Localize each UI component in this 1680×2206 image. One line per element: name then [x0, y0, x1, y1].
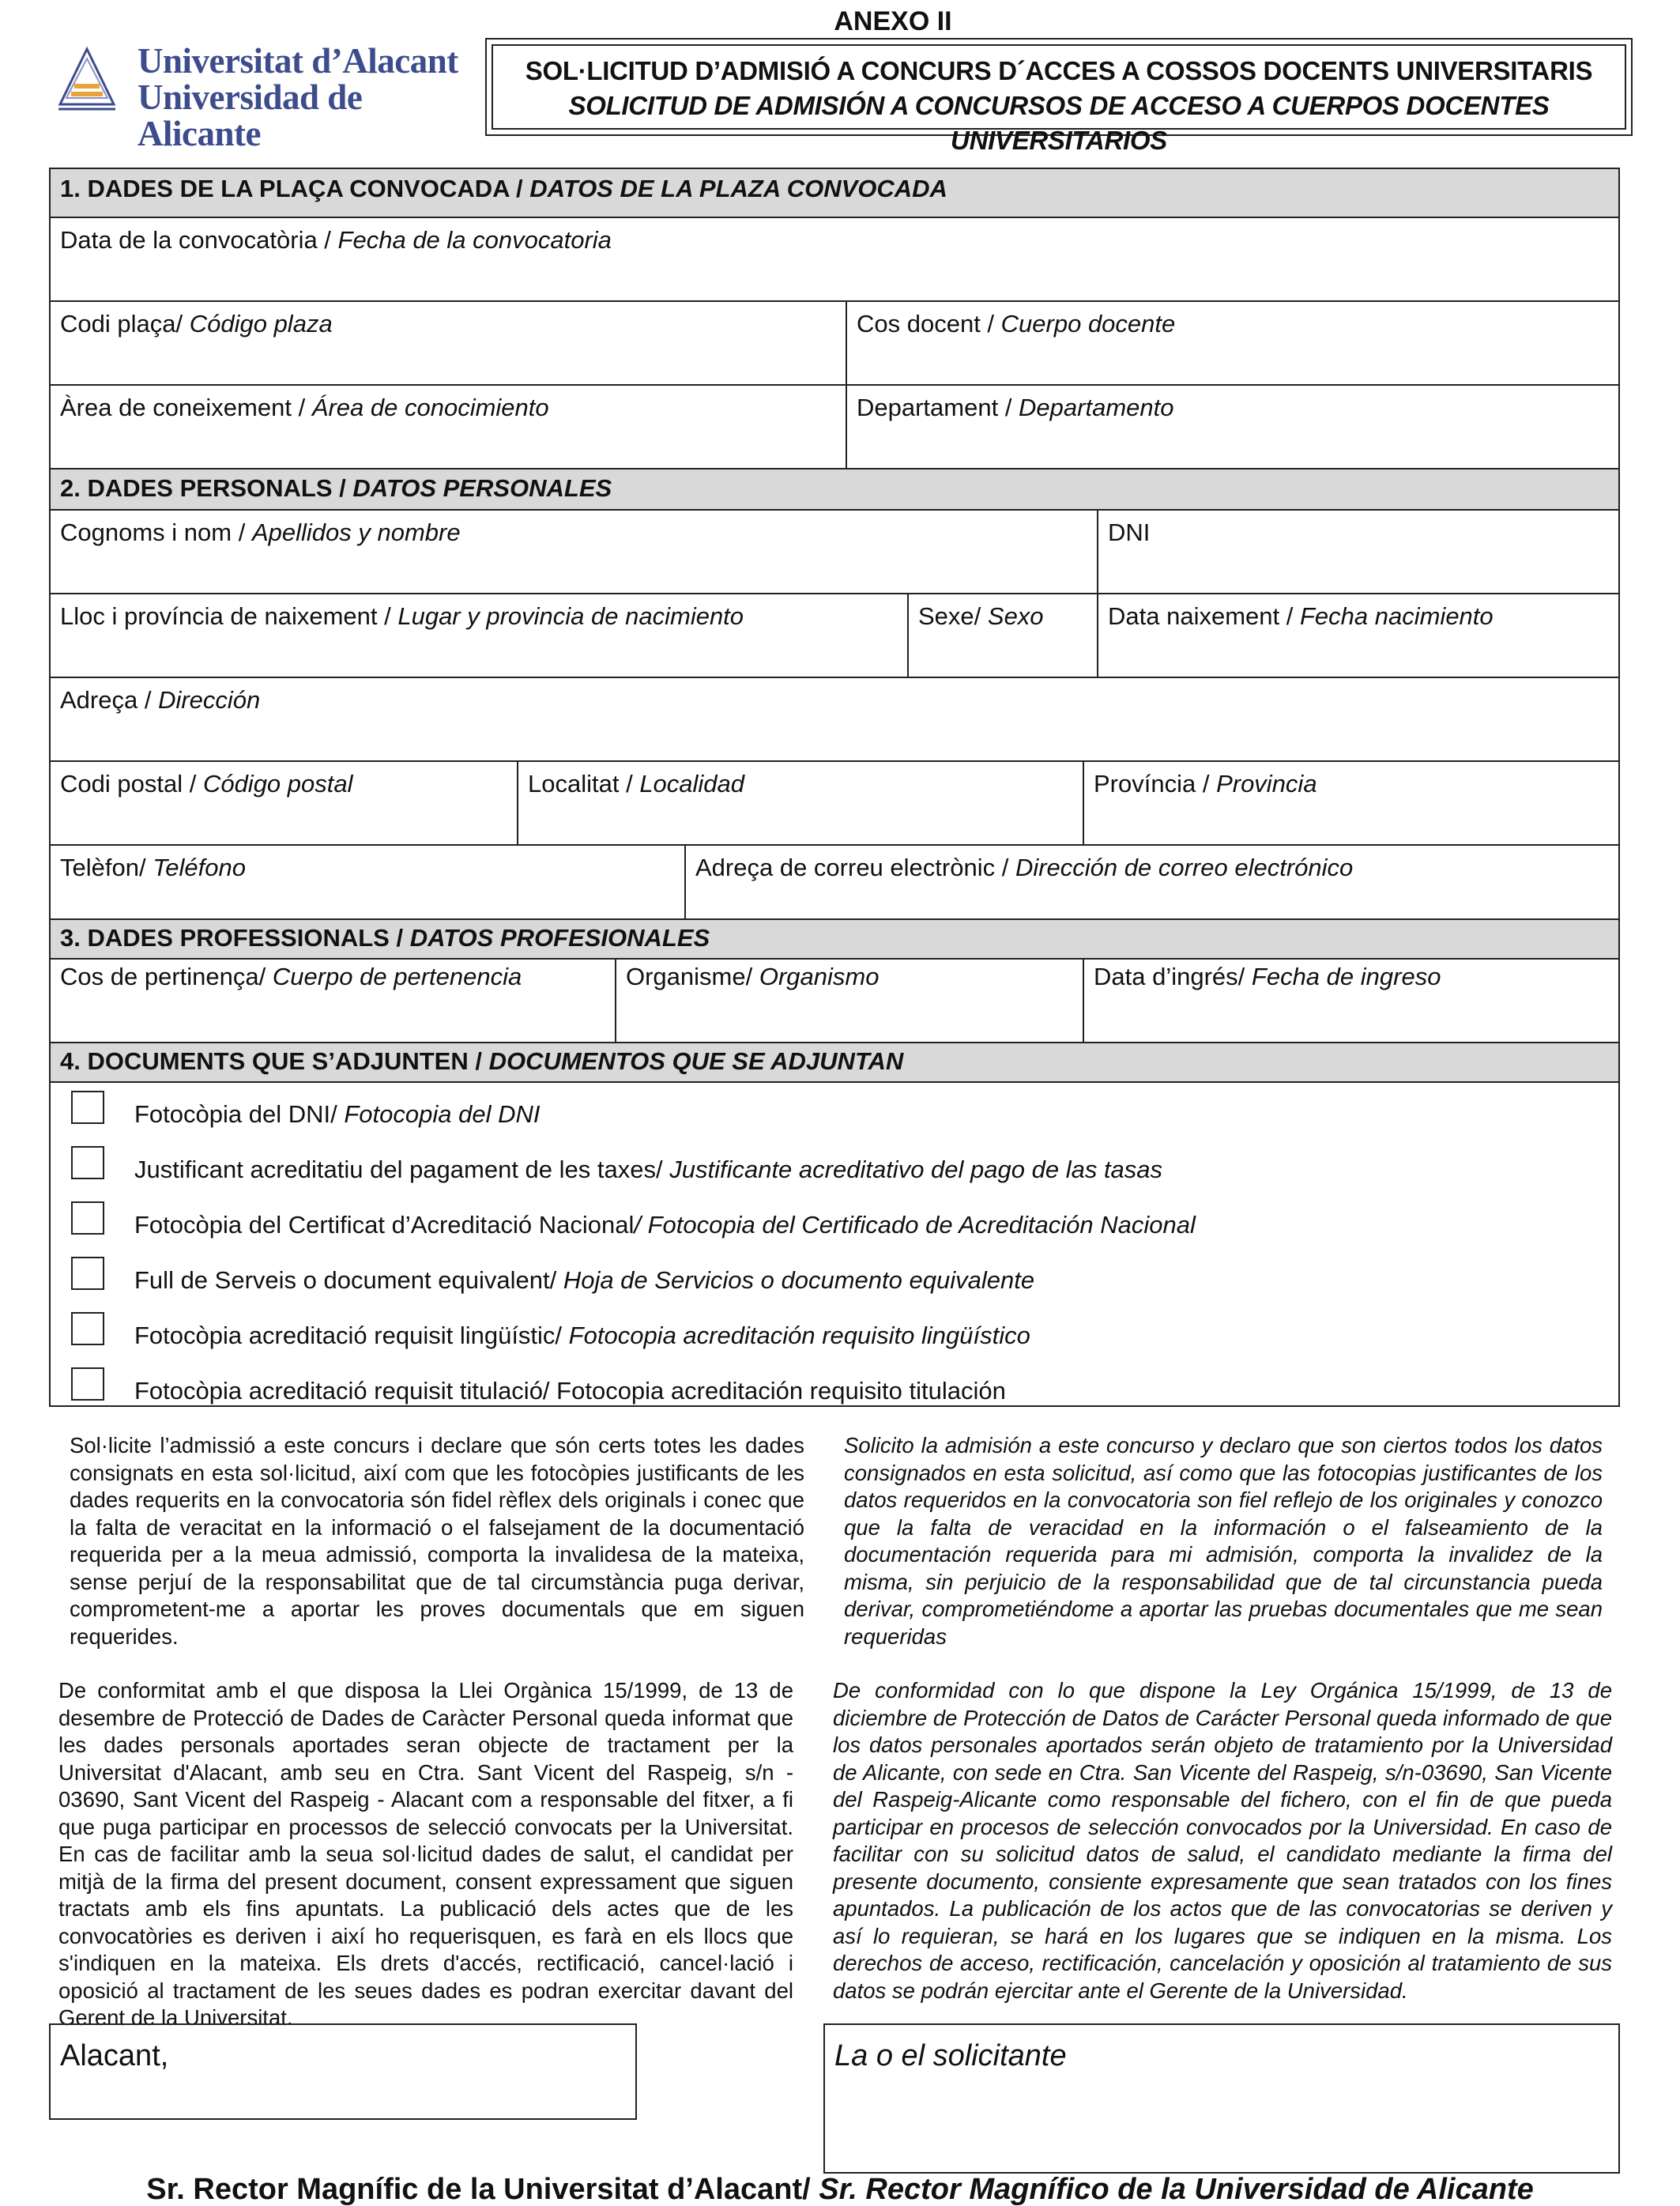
birthplace-label-ca: Lloc i província de naixement / — [60, 602, 398, 630]
postal-code-label-ca: Codi postal / — [60, 770, 203, 798]
address-field[interactable] — [51, 678, 1618, 762]
document-label: Fotocòpia acreditació requisit lingüístic/ Fotocopia acreditación requisito lingüístico — [134, 1322, 1030, 1349]
phone-label-es: Teléfono — [153, 854, 246, 881]
section-3-title-ca: 3. DADES PROFESSIONALS / — [60, 924, 410, 952]
birth-date-label-es: Fecha nacimiento — [1299, 602, 1494, 630]
birth-date-label-ca: Data naixement / — [1108, 602, 1300, 630]
dni-field[interactable] — [1098, 511, 1618, 594]
document-label: Fotocòpia acreditació requisit titulació/ Fotocopia acreditación requisito titulación — [134, 1377, 1006, 1405]
organism-label-es: Organismo — [759, 963, 880, 990]
sex-label-ca: Sexe/ — [918, 602, 988, 630]
knowledge-area-label-es: Área de conocimiento — [311, 394, 549, 421]
teaching-body-label-es: Cuerpo docente — [1000, 310, 1176, 337]
province-label-ca: Província / — [1094, 770, 1217, 798]
section-3-header — [51, 918, 1618, 960]
body-membership-label-ca: Cos de pertinença/ — [60, 963, 273, 990]
privacy-notice-ca: De conformitat amb el que disposa la Llei Orgànica 15/1999, de 13 de desembre de Protecció de Dades de Caràcter Personal queda informat que les dades personals aportades seran objecte de tractament per la Universitat d'Alacant, amb seu en Ctra. Sant Vicent del Raspeig, s/n - 03690, Sant Vicent del Raspeig - Alacant com a responsable del fitxer, a fi que puga participar en processos de selecció convocats per la Universitat. En cas de facilitar amb la seua sol·licitud dades de salut, el candidat per mitjà de la firma del present document, consent expressament que siguen tractats amb els fins apuntats. La publicació dels actes que de les convocatòries es deriven i així ho requerisquen, es farà en els llocs que s'indiquen en la mateixa. Els drets d'accés, rectificació, cancel·lació i oposició al tractament de les seues dades es podran exercitar davant del Gerent de la Universitat. — [58, 1678, 793, 2030]
annex-label: ANEXO II — [834, 6, 952, 36]
document-checkbox[interactable] — [71, 1091, 104, 1124]
birthplace-label-es: Lugar y provincia de nacimiento — [397, 602, 744, 630]
locality-label-es: Localidad — [639, 770, 745, 798]
full-name-label-ca: Cognoms i nom / — [60, 519, 252, 546]
declaration-es: Solicito la admisión a este concurso y declaro que son ciertos todos los datos consignados en esta solicitud, así como que las fotocopias justificantes de los datos requeridos en la convocatoria son fiel reflejo de los originales y conozco que la falta de veracidad en la información o el falseamiento de la documentación requerida para mi admisión, comporta la invalidez de la misma, sin perjuicio de la responsabilidad que de tal circunstancia pueda derivar, comprometiéndome a aportar las pruebas documentales que me sean requeridas — [844, 1433, 1603, 1649]
section-2-title-es: DATOS PERSONALES — [352, 474, 612, 502]
section-4-title-es: DOCUMENTOS QUE SE ADJUNTAN — [488, 1047, 904, 1075]
document-label: Full de Serveis o document equivalent/ Hoja de Servicios o documento equivalente — [134, 1266, 1035, 1294]
sex-field[interactable] — [909, 594, 1098, 678]
address-label-ca: Adreça / — [60, 686, 159, 714]
section-1-title-ca: 1. DADES DE LA PLAÇA CONVOCADA / — [60, 175, 530, 202]
addressee-es: Sr. Rector Magnífico de la Universidad de Alicante — [819, 2173, 1534, 2206]
university-logo-icon — [55, 43, 119, 114]
body-membership-field[interactable] — [51, 960, 616, 1043]
document-checkbox[interactable] — [71, 1257, 104, 1290]
place-label: Alacant, — [60, 2039, 169, 2072]
applicant-signature-label: La o el solicitante — [834, 2039, 1067, 2072]
logo-text-ca: Universitat d’Alacant — [137, 41, 458, 81]
phone-label-ca: Telèfon/ — [60, 854, 153, 881]
document-label: Fotocòpia del DNI/ Fotocopia del DNI — [134, 1100, 541, 1128]
document-checkbox[interactable] — [71, 1201, 104, 1235]
province-label-es: Provincia — [1216, 770, 1317, 798]
teaching-body-field[interactable] — [847, 302, 1618, 386]
department-field[interactable] — [847, 386, 1618, 469]
document-label: Fotocòpia del Certificat d’Acreditació Nacional/ Fotocopia del Certificado de Acreditación Nacional — [134, 1211, 1196, 1239]
section-1-header — [51, 169, 1618, 218]
declaration-ca: Sol·licite l’admissió a este concurs i declare que són certs totes les dades consignats en esta sol·licitud, així com que les fotocòpies justificants de les dades requerits en la convocatoria són fidel rèflex dels originals i conec que la falta de veracitat en la informació o el falsejament de la documentació requerida per a la meua admissió, comporta la invalidesa de la mateixa, sense perjuí de la responsabilitat que de tal circumstància puga derivar, comprometent-me a aportar les proves documentals que em siguen requerides. — [70, 1433, 804, 1649]
position-code-label-es: Código plaza — [189, 310, 333, 337]
postal-code-label-es: Código postal — [202, 770, 353, 798]
organism-label-ca: Organisme/ — [626, 963, 759, 990]
section-4-header — [51, 1042, 1618, 1083]
applicant-signature-box[interactable] — [823, 2023, 1620, 2174]
application-form — [49, 168, 1620, 1407]
birthplace-field[interactable] — [51, 594, 909, 678]
call-date-label-ca: Data de la convocatòria / — [60, 226, 338, 254]
addressee — [0, 2175, 1680, 2204]
document-label: Justificant acreditatiu del pagament de les taxes/ Justificante acreditativo del pago de las tasas — [134, 1156, 1163, 1183]
full-name-field[interactable] — [51, 511, 1098, 594]
entry-date-label-es: Fecha de ingreso — [1251, 963, 1441, 990]
email-label-ca: Adreça de correu electrònic / — [695, 854, 1015, 881]
title-box — [485, 38, 1633, 155]
phone-field[interactable] — [51, 846, 686, 920]
knowledge-area-field[interactable] — [51, 386, 847, 469]
call-date-label-es: Fecha de la convocatoria — [337, 226, 612, 254]
locality-field[interactable] — [518, 762, 1084, 846]
document-checkbox[interactable] — [71, 1146, 104, 1179]
birth-date-field[interactable] — [1098, 594, 1618, 678]
university-logo — [55, 41, 482, 153]
logo-text-es: Universidad de Alicante — [137, 77, 363, 153]
organism-field[interactable] — [616, 960, 1084, 1043]
entry-date-field[interactable] — [1084, 960, 1618, 1043]
teaching-body-label-ca: Cos docent / — [857, 310, 1001, 337]
position-code-label-ca: Codi plaça/ — [60, 310, 190, 337]
address-label-es: Dirección — [158, 686, 261, 714]
postal-code-field[interactable] — [51, 762, 518, 846]
department-label-ca: Departament / — [857, 394, 1019, 421]
title-es: SOLICITUD DE ADMISIÓN A CONCURSOS DE ACCESO A CUERPOS DOCENTES UNIVERSITARIOS — [568, 91, 1550, 155]
privacy-notice-es: De conformidad con lo que dispone la Ley Orgánica 15/1999, de 13 de diciembre de Protección de Datos de Carácter Personal queda informado de que los datos personales aportados serán objeto de tratamiento por la Universidad de Alicante, con sede en Ctra. San Vicente del Raspeig, s/n-03690, San Vicente del Raspeig-Alicante como responsable del fichero, con el fin de que pueda participar en procesos de selección convocados por la Universidad. En caso de facilitar con su solicitud datos de salud, el candidato mediante la firma del presente documento, consiente expresamente que sean tratados con los fines apuntados. La publicación de los actos que de las convocatorias se deriven y así lo requieran, se hará en los lugares que se indiquen en la misma. Los derechos de acceso, rectificación, cancelación y oposición al tratamiento de sus datos se podrán ejercitar ante el Gerente de la Universidad. — [833, 1678, 1612, 2003]
section-1-title-es: DATOS DE LA PLAZA CONVOCADA — [529, 175, 947, 202]
addressee-ca: Sr. Rector Magnífic de la Universitat d’Alacant/ — [146, 2173, 819, 2206]
full-name-label-es: Apellidos y nombre — [251, 519, 461, 546]
document-checkbox[interactable] — [71, 1312, 104, 1345]
body-membership-label-es: Cuerpo de pertenencia — [272, 963, 522, 990]
department-label-es: Departamento — [1019, 394, 1174, 421]
entry-date-label-ca: Data d’ingrés/ — [1094, 963, 1252, 990]
dni-label: DNI — [1108, 519, 1151, 546]
section-4-title-ca: 4. DOCUMENTS QUE S’ADJUNTEN / — [60, 1047, 489, 1075]
document-checkbox[interactable] — [71, 1367, 104, 1401]
knowledge-area-label-ca: Àrea de coneixement / — [60, 394, 312, 421]
locality-label-ca: Localitat / — [528, 770, 640, 798]
section-2-header — [51, 468, 1618, 511]
title-ca: SOL·LICITUD D’ADMISIÓ A CONCURS D´ACCES A COSSOS DOCENTS UNIVERSITARIS — [525, 56, 1593, 85]
section-3-title-es: DATOS PROFESIONALES — [409, 924, 710, 952]
email-field[interactable] — [686, 846, 1618, 920]
section-2-title-ca: 2. DADES PERSONALS / — [60, 474, 353, 502]
province-field[interactable] — [1084, 762, 1618, 846]
place-date-box[interactable] — [49, 2023, 637, 2120]
email-label-es: Dirección de correo electrónico — [1015, 854, 1354, 881]
call-date-field[interactable] — [51, 218, 1618, 302]
position-code-field[interactable] — [51, 302, 847, 386]
sex-label-es: Sexo — [987, 602, 1044, 630]
